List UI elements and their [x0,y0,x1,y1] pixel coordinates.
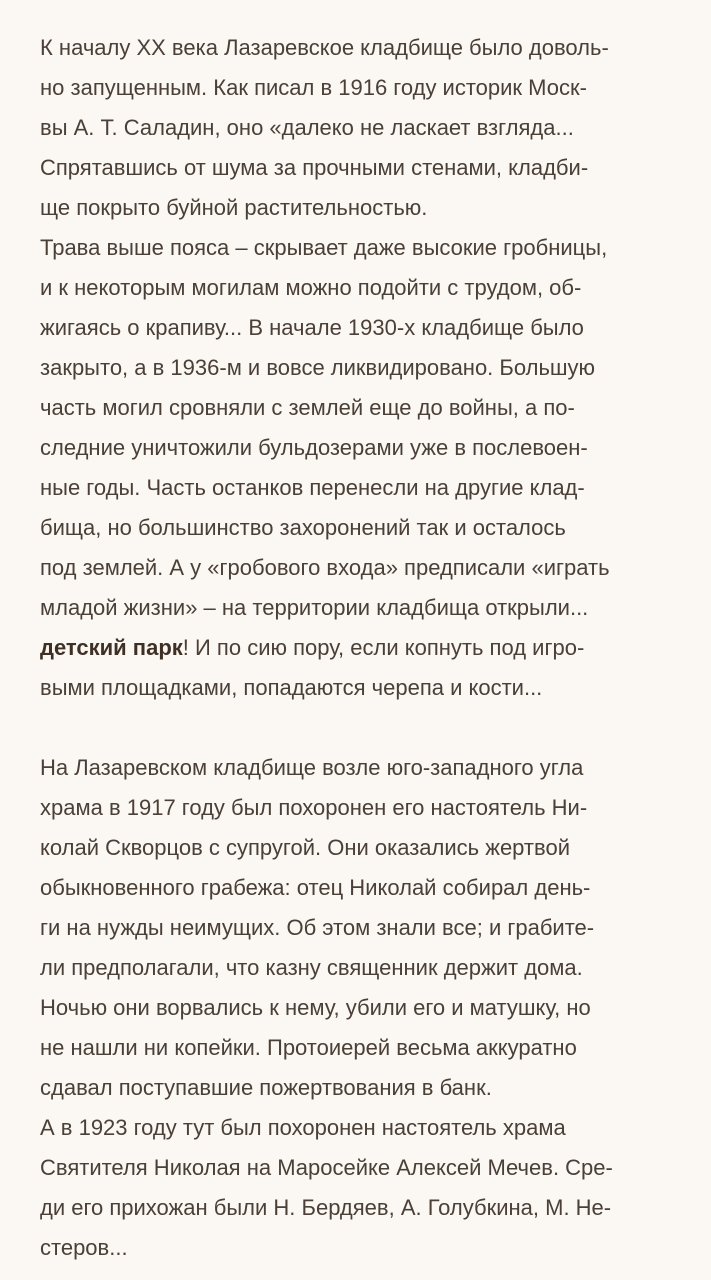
text-line: под землей. А у «гробового входа» предписали «играть [40,555,610,580]
bold-phrase-childrens-park: детский парк [40,635,183,660]
paragraph-skvortsov [40,748,680,1108]
text-line: не нашли ни копейки. Протоиерей весьма аккуратно [40,1035,577,1060]
paragraph-cemetery-liquidation [40,228,680,708]
article-body [40,28,680,1268]
paragraph-mechev [40,1108,680,1268]
text-line: обыкновенного грабежа: отец Николай собирал день- [40,875,591,900]
text-line: но запущенным. Как писал в 1916 году историк Моск- [40,75,587,100]
text-line: вы А. Т. Саладин, оно «далеко не ласкает взгляда... [40,115,574,140]
text-line: Ночью они ворвались к нему, убили его и матушку, но [40,995,591,1020]
paragraph-spacer [40,708,680,748]
text-line: На Лазаревском кладбище возле юго-западного угла [40,755,584,780]
text-line: ли предполагали, что казну священник держит дома. [40,955,583,980]
text-line: А в 1923 году тут был похоронен настоятель храма [40,1115,566,1140]
text-line: выми площадками, попадаются черепа и кости... [40,675,543,700]
text-line: К началу XX века Лазаревское кладбище было доволь- [40,35,609,60]
text-line: ги на нужды неимущих. Об этом знали все; и грабите- [40,915,595,940]
text-line: бища, но большинство захоронений так и осталось [40,515,566,540]
paragraph-cemetery-neglect [40,28,680,228]
text-line: и к некоторым могилам можно подойти с трудом, об- [40,275,582,300]
text-line: младой жизни» – на территории кладбища открыли... [40,595,589,620]
text-line: Спрятавшись от шума за прочными стенами, кладби- [40,155,589,180]
text-line: часть могил сровняли с землей еще до войны, а по- [40,395,575,420]
text-line: стеров... [40,1235,128,1260]
text-line: ще покрыто буйной растительностью. [40,195,428,220]
text-line: ди его прихожан были Н. Бердяев, А. Голубкина, М. Не- [40,1195,612,1220]
text-line [40,628,680,668]
text-after-bold: ! И по сию пору, если копнуть под игро- [182,635,585,660]
text-line: жигаясь о крапиву... В начале 1930-х кладбище было [40,315,584,340]
text-line: храма в 1917 году был похоронен его настоятель Ни- [40,795,588,820]
text-line: закрыто, а в 1936-м и вовсе ликвидировано. Большую [40,355,596,380]
text-line: следние уничтожили бульдозерами уже в послевоен- [40,435,588,460]
text-line: колай Скворцов с супругой. Они оказались жертвой [40,835,570,860]
text-line: Трава выше пояса – скрывает даже высокие гробницы, [40,235,608,260]
text-line: Святителя Николая на Маросейке Алексей Мечев. Сре- [40,1155,613,1180]
text-line: сдавал поступавшие пожертвования в банк. [40,1075,492,1100]
text-line: ные годы. Часть останков перенесли на другие клад- [40,475,585,500]
